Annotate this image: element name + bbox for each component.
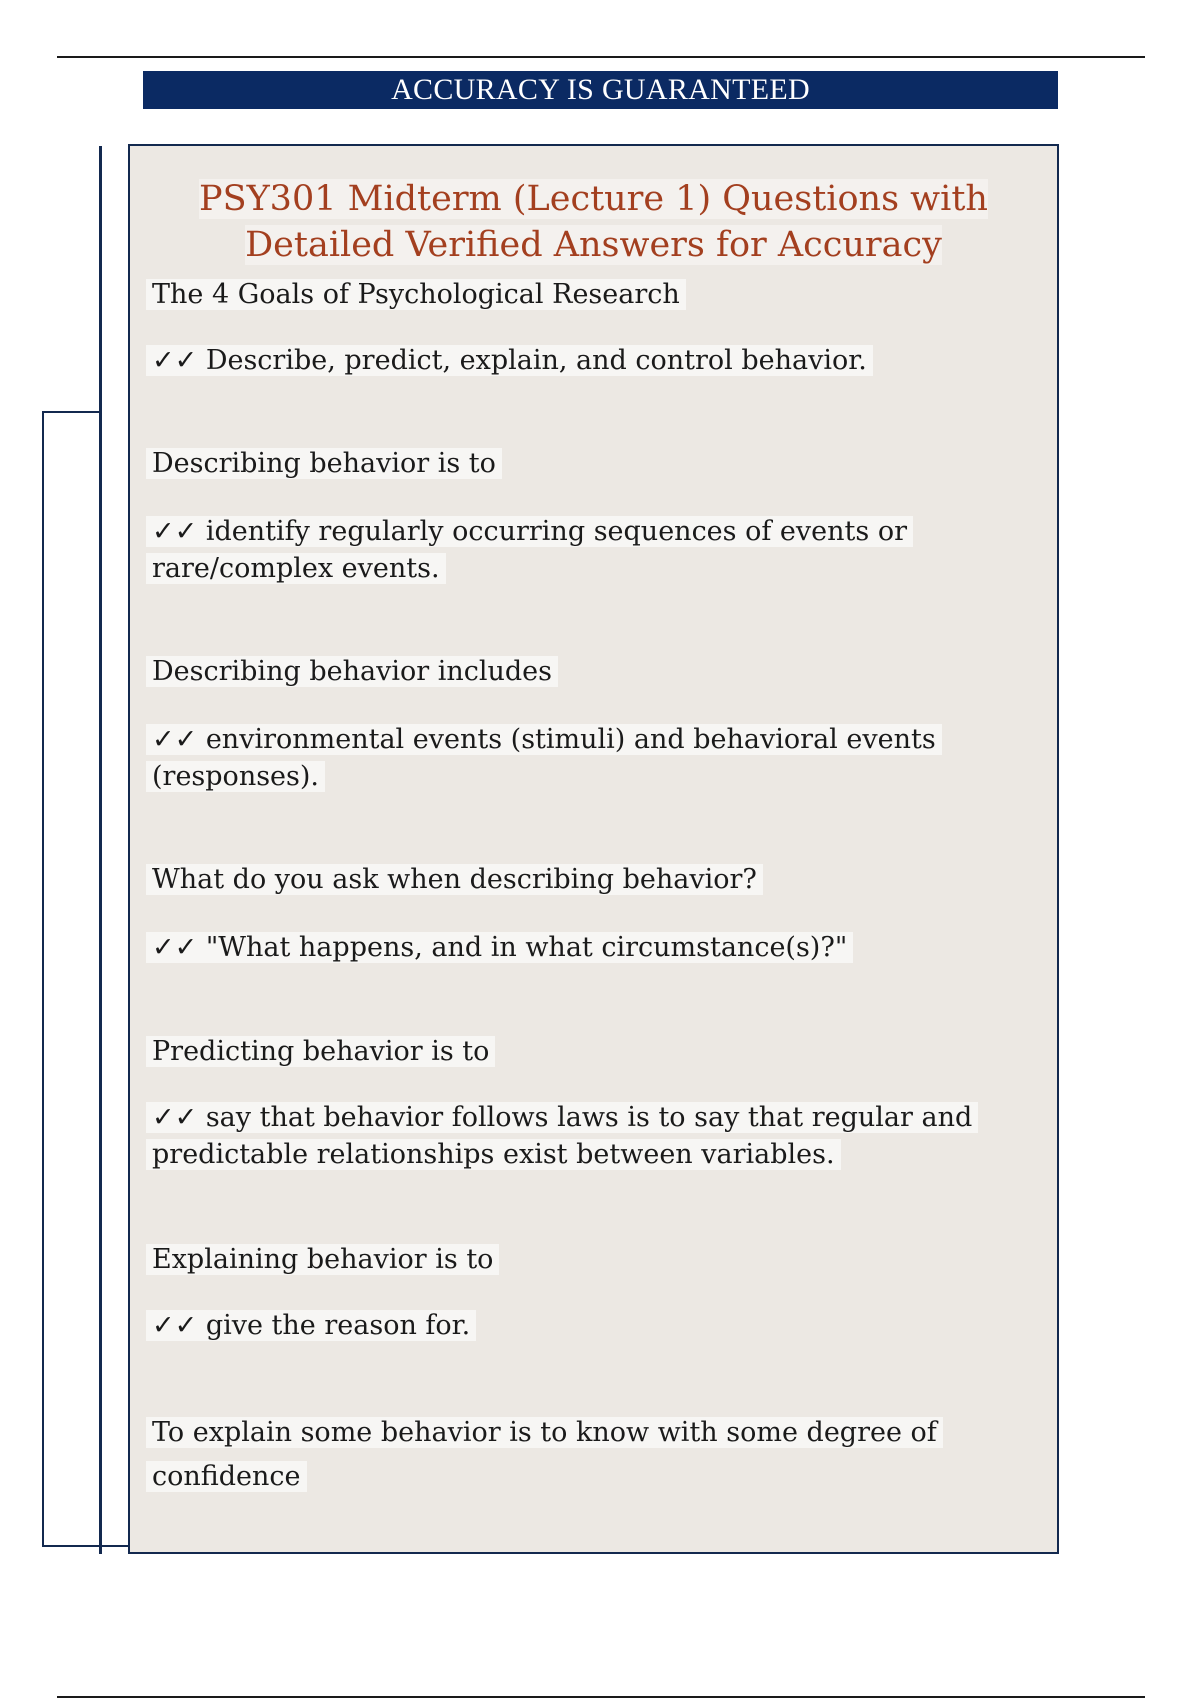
question-3 bbox=[146, 653, 1026, 690]
question-text: To explain some behavior is to know with some degree of confidence bbox=[146, 1417, 943, 1492]
answer-text: ✓✓ give the reason for. bbox=[146, 1310, 476, 1341]
banner-text: ACCURACY IS GUARANTEED bbox=[391, 73, 810, 106]
answer-1 bbox=[146, 342, 1026, 379]
question-7 bbox=[146, 1411, 1026, 1499]
answer-text: ✓✓ identify regularly occurring sequences of events or rare/complex events. bbox=[146, 516, 913, 584]
answer-text: ✓✓ environmental events (stimuli) and behavioral events (responses). bbox=[146, 724, 942, 792]
question-text: Describing behavior is to bbox=[146, 448, 502, 479]
answer-5 bbox=[146, 1099, 1026, 1173]
question-5 bbox=[146, 1033, 1026, 1070]
document-title bbox=[130, 176, 1057, 268]
top-rule bbox=[57, 56, 1145, 58]
answer-3 bbox=[146, 721, 1026, 795]
question-text: What do you ask when describing behavior? bbox=[146, 864, 763, 895]
accuracy-banner bbox=[143, 71, 1058, 109]
answer-text: ✓✓ "What happens, and in what circumstance(s)?" bbox=[146, 932, 853, 963]
bottom-rule bbox=[57, 1696, 1145, 1698]
question-2 bbox=[146, 445, 1026, 482]
question-text: Describing behavior includes bbox=[146, 656, 558, 687]
frame-line-vertical-inner bbox=[99, 146, 102, 1554]
answer-6 bbox=[146, 1307, 1026, 1344]
question-6 bbox=[146, 1241, 1026, 1278]
answer-text: ✓✓ Describe, predict, explain, and control behavior. bbox=[146, 345, 873, 376]
title-line-1: PSY301 Midterm (Lecture 1) Questions with bbox=[199, 179, 988, 219]
frame-line-vertical-outer bbox=[42, 411, 44, 1547]
answer-4 bbox=[146, 929, 1026, 966]
question-text: Predicting behavior is to bbox=[146, 1036, 495, 1067]
document-card bbox=[128, 144, 1059, 1554]
answer-text: ✓✓ say that behavior follows laws is to say that regular and predictable relationships exist between variables. bbox=[146, 1102, 978, 1170]
answer-2 bbox=[146, 513, 1026, 587]
question-4 bbox=[146, 861, 1026, 898]
title-line-2: Detailed Verified Answers for Accuracy bbox=[245, 225, 942, 265]
frame-line-horizontal-top bbox=[42, 411, 101, 413]
question-text: Explaining behavior is to bbox=[146, 1244, 499, 1275]
question-1 bbox=[146, 276, 1026, 313]
question-text: The 4 Goals of Psychological Research bbox=[146, 279, 686, 310]
